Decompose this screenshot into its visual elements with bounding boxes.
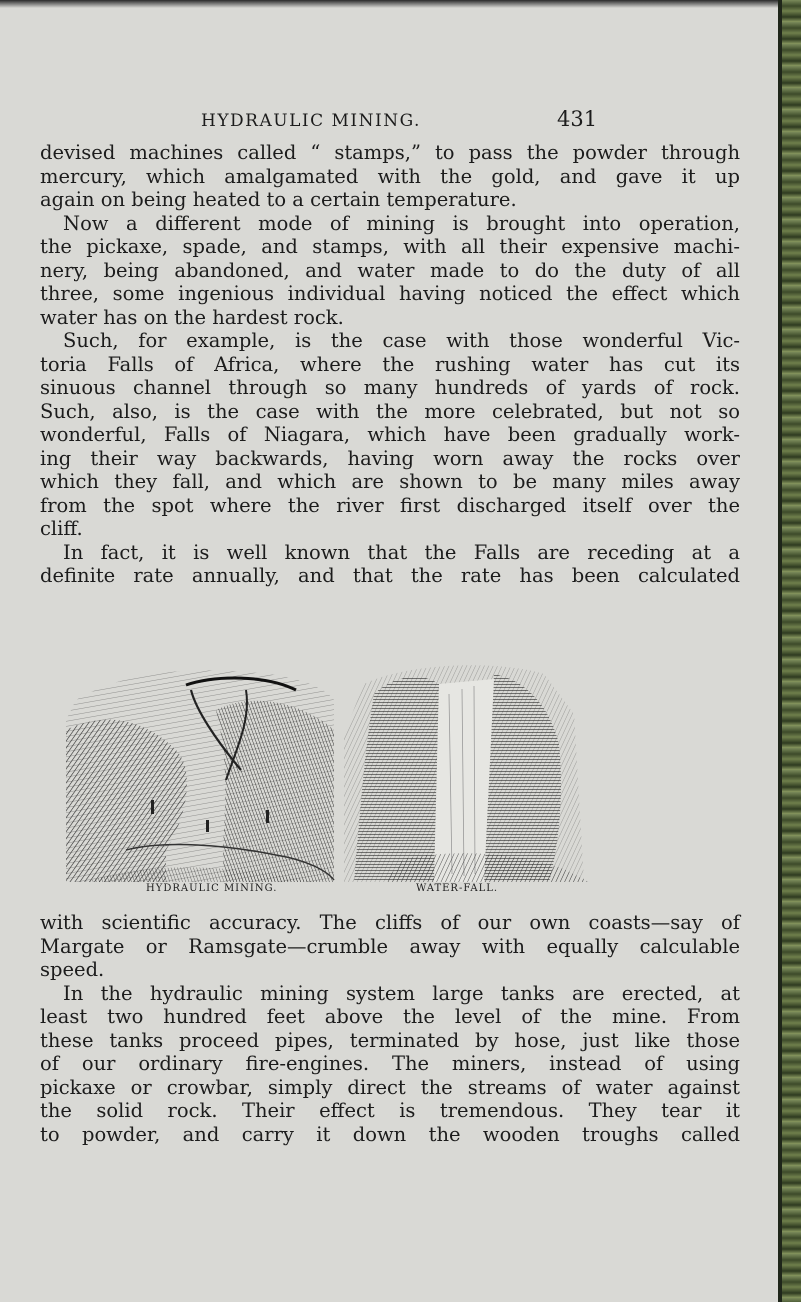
text-line: In fact, it is well known that the Falls are receding at a	[63, 540, 740, 564]
text-line: sinuous channel through so many hundreds of yards of rock.	[40, 376, 740, 399]
figure-caption-left: HYDRAULIC MINING.	[146, 883, 278, 894]
figure-caption-right: WATER-FALL.	[416, 883, 499, 894]
text-line: least two hundred feet above the level of the mine. From	[40, 1005, 740, 1028]
text-line: the solid rock. Their effect is tremendous. They tear it	[40, 1099, 740, 1122]
text-line: again on being heated to a certain temperature.	[40, 188, 517, 211]
text-line: cliff.	[40, 517, 83, 540]
page-header	[0, 107, 778, 137]
text-line: three, some ingenious individual having noticed the effect which	[40, 282, 740, 305]
hydraulic-mining-illustration	[66, 650, 336, 882]
text-line: of our ordinary fire-engines. The miners, instead of using	[40, 1052, 740, 1075]
text-line: definite rate annually, and that the rate has been calculated	[40, 564, 740, 587]
page-edge-binding	[778, 0, 801, 1302]
text-line: In the hydraulic mining system large tanks are erected, at	[63, 981, 740, 1005]
text-line: wonderful, Falls of Niagara, which have been gradually work-	[40, 423, 740, 446]
text-line: these tanks proceed pipes, terminated by hose, just like those	[40, 1028, 740, 1052]
running-head: HYDRAULIC MINING.	[201, 111, 421, 131]
text-line: Such, for example, is the case with those wonderful Vic-	[63, 329, 740, 352]
text-line: from the spot where the river first discharged itself over the	[40, 493, 740, 517]
text-line: devised machines called “ stamps,” to pass the powder through	[40, 141, 740, 164]
text-line: Such, also, is the case with the more celebrated, but not so	[40, 399, 740, 423]
text-line: the pickaxe, spade, and stamps, with all their expensive machi-	[40, 235, 740, 258]
text-line: which they fall, and which are shown to be many miles away	[40, 470, 740, 493]
text-line: with scientific accuracy. The cliffs of our own coasts—say of	[40, 911, 740, 934]
text-line: pickaxe or crowbar, simply direct the streams of water against	[40, 1075, 740, 1099]
body-text-upper	[40, 141, 740, 588]
page-top-shadow	[0, 0, 778, 8]
text-line: water has on the hardest rock.	[40, 305, 344, 329]
text-line: Margate or Ramsgate—crumble away with equally calculable	[40, 934, 740, 958]
illustrations	[66, 650, 746, 900]
text-line: to powder, and carry it down the wooden troughs called	[40, 1122, 740, 1146]
waterfall-illustration	[344, 654, 589, 882]
page-number: 431	[557, 107, 598, 131]
text-line: mercury, which amalgamated with the gold, and gave it up	[40, 164, 740, 188]
text-line: ing their way backwards, having worn away the rocks over	[40, 446, 740, 470]
text-line: speed.	[40, 958, 105, 981]
text-line: toria Falls of Africa, where the rushing water has cut its	[40, 352, 740, 376]
text-line: nery, being abandoned, and water made to do the duty of all	[40, 258, 740, 282]
body-text-lower	[40, 911, 740, 1146]
text-line: Now a different mode of mining is brought into operation,	[63, 211, 740, 235]
